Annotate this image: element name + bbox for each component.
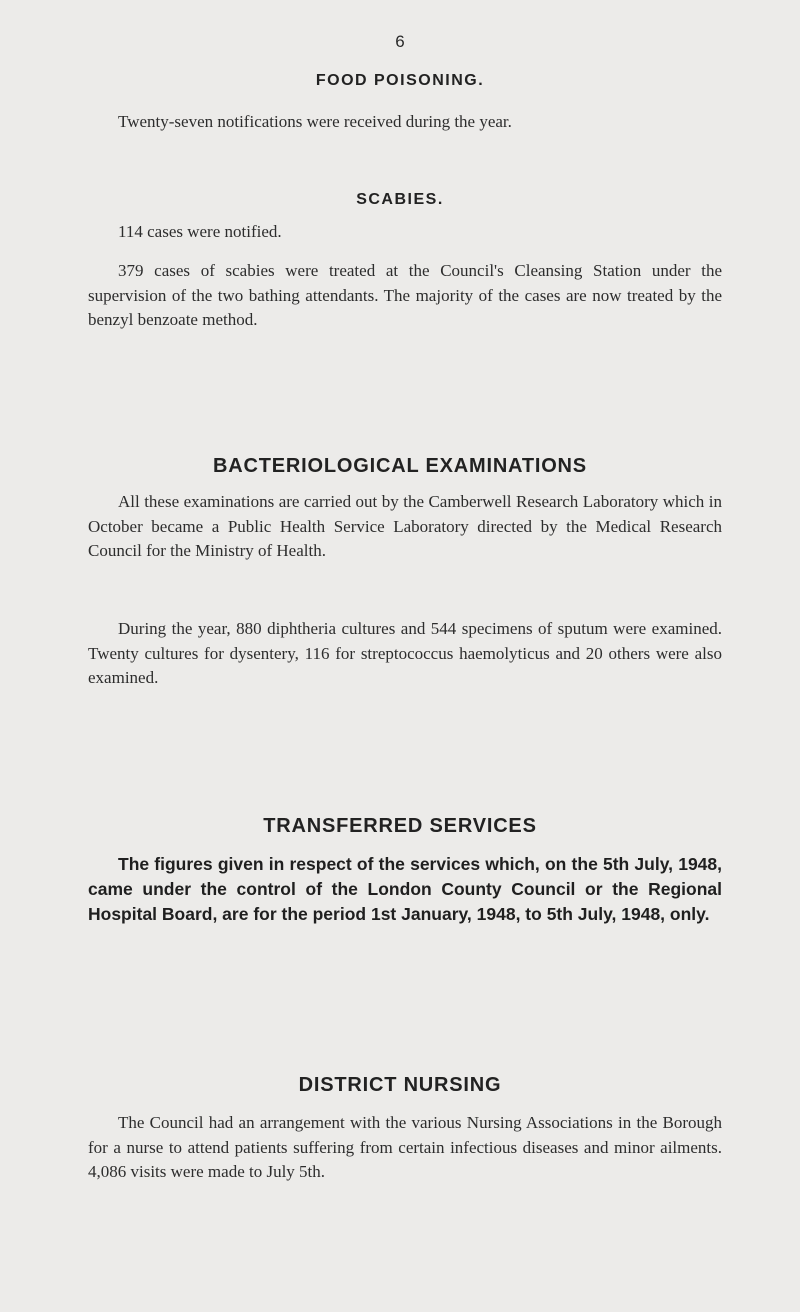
bacteriological-paragraph-1: All these examinations are carried out by the Camberwell Research Laboratory which in October became a Public Health Service Laboratory directed by the Medical Research Council for the Ministry of Health. bbox=[88, 492, 722, 560]
scabies-paragraph-1: 114 cases were notified. bbox=[118, 222, 282, 241]
food-poisoning-heading: FOOD POISONING. bbox=[315, 72, 485, 89]
transferred-services-heading: TRANSFERRED SERVICES bbox=[263, 815, 537, 837]
page-number: 6 bbox=[395, 32, 405, 51]
food-poisoning-paragraph: Twenty-seven notifications were received during the year. bbox=[118, 112, 512, 131]
scabies-heading: SCABIES. bbox=[356, 191, 444, 208]
district-nursing-heading: DISTRICT NURSING bbox=[298, 1074, 502, 1096]
district-nursing-paragraph: The Council had an arrangement with the various Nursing Associations in the Borough for a nurse to attend patients suffering from certain infectious diseases and minor ailments. 4,086 visits were made to July 5th. bbox=[88, 1113, 722, 1181]
bacteriological-heading: BACTERIOLOGICAL EXAMINATIONS bbox=[213, 455, 587, 477]
bacteriological-paragraph-2: During the year, 880 diphtheria cultures and 544 specimens of sputum were examined. Twenty cultures for dysentery, 116 for streptococcus haemolyticus and 20 others were also examined. bbox=[88, 619, 722, 687]
scabies-paragraph-2: 379 cases of scabies were treated at the Council's Cleansing Station under the supervision of the two bathing attendants. The majority of the cases are now treated by the benzyl benzoate method. bbox=[88, 261, 722, 329]
transferred-services-paragraph: The figures given in respect of the services which, on the 5th July, 1948, came under the control of the London County Council or the Regional Hospital Board, are for the period 1st January, 1948, to 5th July, 1948, only. bbox=[88, 854, 722, 924]
